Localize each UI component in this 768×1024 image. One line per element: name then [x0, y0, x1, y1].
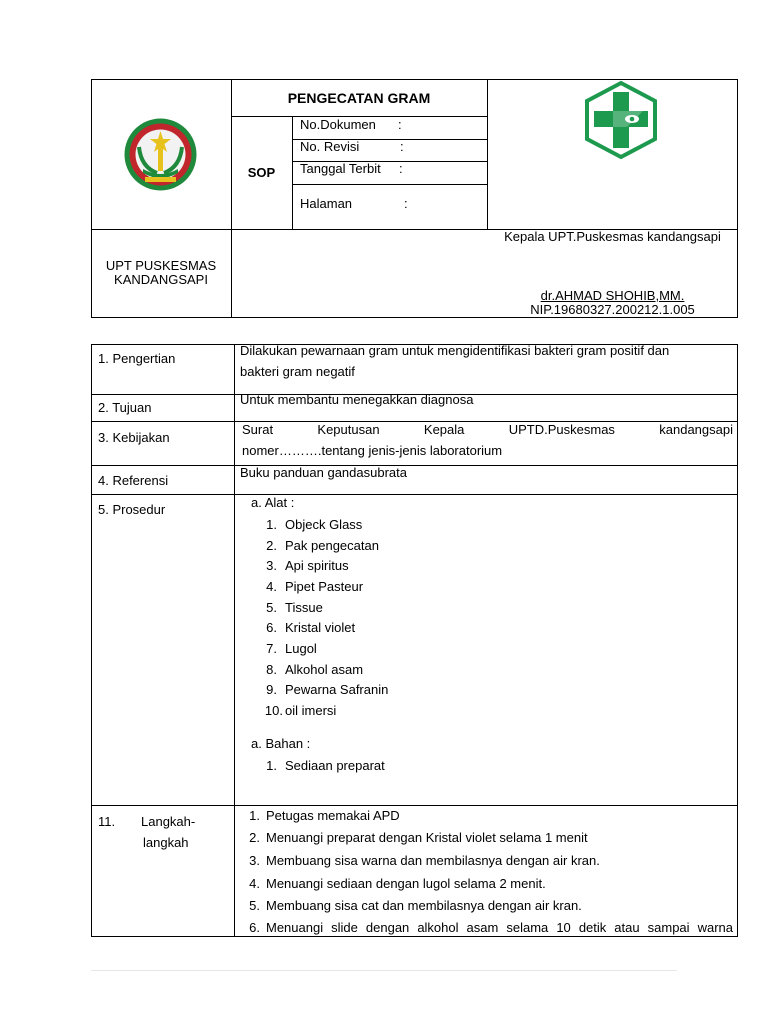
tujuan-label: 2. Tujuan — [98, 400, 152, 415]
org-name-line1: UPT PUSKESMAS — [105, 258, 217, 273]
pengertian-text-line2: bakteri gram negatif — [240, 364, 355, 379]
kebijakan-text-line2: nomer……….tentang jenis-jenis laboratorium — [242, 443, 503, 458]
list-item: 3. Api spiritus — [266, 558, 349, 573]
list-item: 10. oil imersi — [264, 703, 337, 718]
tujuan-text: Untuk membantu menegakkan diagnosa — [240, 392, 474, 407]
list-item: 2. Menuangi preparat dengan Kristal violet selama 1 menit — [249, 830, 588, 845]
referensi-label: 4. Referensi — [98, 473, 169, 488]
pengertian-text-line1: Dilakukan pewarnaan gram untuk mengidentifikasi bakteri gram positif dan — [240, 343, 670, 358]
puskesmas-logo-icon — [581, 80, 661, 160]
langkah-label-line2: langkah — [143, 835, 189, 850]
field-no-dokumen-label: No.Dokumen — [300, 117, 376, 132]
field-no-revisi-label: No. Revisi — [300, 139, 360, 154]
field-tanggal-terbit-label: Tanggal Terbit — [300, 161, 381, 176]
pengertian-label: 1. Pengertian — [98, 351, 176, 366]
list-item: 9. Pewarna Safranin — [266, 682, 389, 697]
page-divider — [91, 970, 677, 971]
list-item: 2. Pak pengecatan — [266, 538, 379, 553]
sop-label: SOP — [247, 165, 276, 180]
list-item: 5. Membuang sisa cat dan membilasnya dengan air kran. — [249, 898, 582, 913]
list-item: 4. Menuangi sediaan dengan lugol selama 2 menit. — [249, 876, 546, 891]
org-name-line2: KANDANGSAPI — [114, 272, 208, 287]
list-item: 1. Petugas memakai APD — [249, 808, 400, 823]
list-item: 6. Menuangi slide dengan alkohol asam selama 10 detik atau sampai warna — [249, 920, 733, 935]
list-item: 1. Objeck Glass — [266, 517, 363, 532]
field-halaman-label: Halaman — [300, 196, 353, 211]
field-tanggal-terbit-sep: : — [399, 161, 403, 176]
regional-emblem-icon — [123, 117, 198, 192]
kebijakan-label: 3. Kebijakan — [98, 430, 170, 445]
kebijakan-text-line1: Surat Keputusan Kepala UPTD.Puskesmas kandangsapi — [242, 422, 733, 437]
list-item: 5. Tissue — [266, 600, 323, 615]
head-name: dr.AHMAD SHOHIB,MM. — [540, 288, 685, 303]
document-title: PENGECATAN GRAM — [287, 90, 431, 106]
field-no-revisi-sep: : — [400, 139, 404, 154]
list-item: 1. Sediaan preparat — [266, 758, 385, 773]
langkah-number: 11. — [98, 814, 116, 829]
list-item: 3. Membuang sisa warna dan membilasnya dengan air kran. — [249, 853, 600, 868]
langkah-label-line1: Langkah- — [141, 814, 196, 829]
alat-heading: a. Alat : — [251, 495, 295, 510]
list-item: 6. Kristal violet — [266, 620, 356, 635]
prosedur-label: 5. Prosedur — [98, 502, 166, 517]
list-item: 4. Pipet Pasteur — [266, 579, 364, 594]
field-no-dokumen-sep: : — [398, 117, 402, 132]
referensi-text: Buku panduan gandasubrata — [240, 465, 407, 480]
head-title: Kepala UPT.Puskesmas kandangsapi — [504, 229, 721, 244]
head-nip: NIP.19680327.200212.1.005 — [530, 302, 695, 317]
field-halaman-sep: : — [404, 196, 408, 211]
list-item: 8. Alkohol asam — [266, 662, 364, 677]
bahan-heading: a. Bahan : — [251, 736, 311, 751]
list-item: 7. Lugol — [266, 641, 317, 656]
